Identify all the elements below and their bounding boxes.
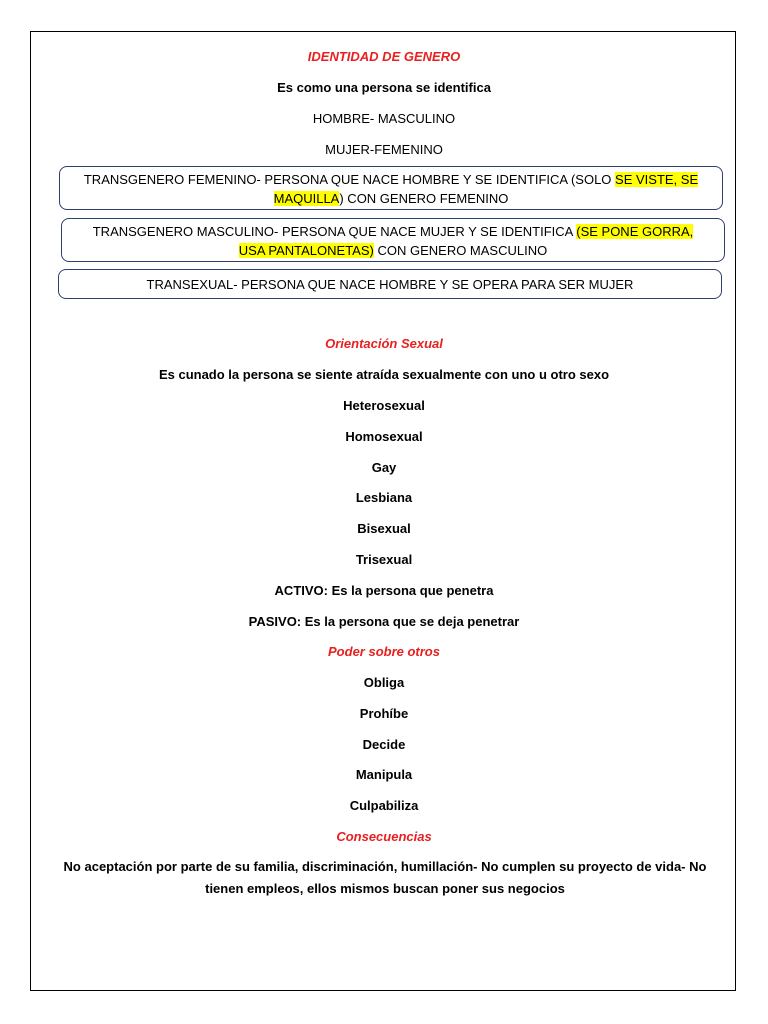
poder-item-culpabiliza: Culpabiliza	[349, 798, 419, 813]
identidad-item-hombre: HOMBRE- MASCULINO	[312, 111, 456, 126]
poder-item-prohibe: Prohíbe	[359, 706, 409, 721]
orientacion-item-heterosexual: Heterosexual	[343, 398, 425, 413]
poder-item-decide: Decide	[362, 737, 406, 752]
identidad-item-mujer: MUJER-FEMENINO	[325, 142, 443, 157]
orientacion-item-homosexual: Homosexual	[345, 429, 423, 444]
box2-text-after: CON GENERO MASCULINO	[373, 243, 548, 258]
orientacion-item-lesbiana: Lesbiana	[355, 490, 413, 505]
document-page	[30, 31, 736, 991]
consecuencias-text: No aceptación por parte de su familia, discriminación, humillación- No cumplen su proyecto de vida- No tienen empleos, ellos mismos buscan poner sus negocios	[63, 859, 707, 896]
box1-text-before: TRANSGENERO FEMENINO- PERSONA QUE NACE HOMBRE Y SE IDENTIFICA (SOLO	[83, 172, 616, 187]
box-transgenero-femenino	[59, 166, 723, 210]
orientacion-item-trisexual: Trisexual	[355, 552, 413, 567]
orientacion-definition: Es cunado la persona se siente atraída sexualmente con uno u otro sexo	[158, 367, 610, 382]
orientacion-item-activo: ACTIVO: Es la persona que penetra	[274, 583, 494, 598]
section-title-poder: Poder sobre otros	[328, 644, 440, 659]
section-title-identidad: IDENTIDAD DE GENERO	[307, 49, 461, 64]
orientacion-item-pasivo: PASIVO: Es la persona que se deja penetrar	[248, 614, 520, 629]
box2-text-before: TRANSGENERO MASCULINO- PERSONA QUE NACE MUJER Y SE IDENTIFICA	[92, 224, 577, 239]
box1-text-after: ) CON GENERO FEMENINO	[339, 191, 509, 206]
orientacion-item-gay: Gay	[371, 460, 397, 475]
box-transgenero-masculino	[61, 218, 725, 262]
poder-item-manipula: Manipula	[355, 767, 413, 782]
orientacion-item-bisexual: Bisexual	[357, 521, 411, 536]
box-transexual	[58, 269, 722, 299]
identidad-definition: Es como una persona se identifica	[277, 80, 491, 95]
poder-item-obliga: Obliga	[363, 675, 405, 690]
box2-highlight: (SE PONE GORRA, USA PANTALONETAS)	[238, 224, 694, 258]
section-title-orientacion: Orientación Sexual	[325, 336, 443, 351]
box3-text: TRANSEXUAL- PERSONA QUE NACE HOMBRE Y SE OPERA PARA SER MUJER	[146, 277, 634, 292]
section-title-consecuencias: Consecuencias	[336, 829, 432, 844]
box1-highlight: SE VISTE, SE MAQUILLA	[273, 172, 699, 206]
